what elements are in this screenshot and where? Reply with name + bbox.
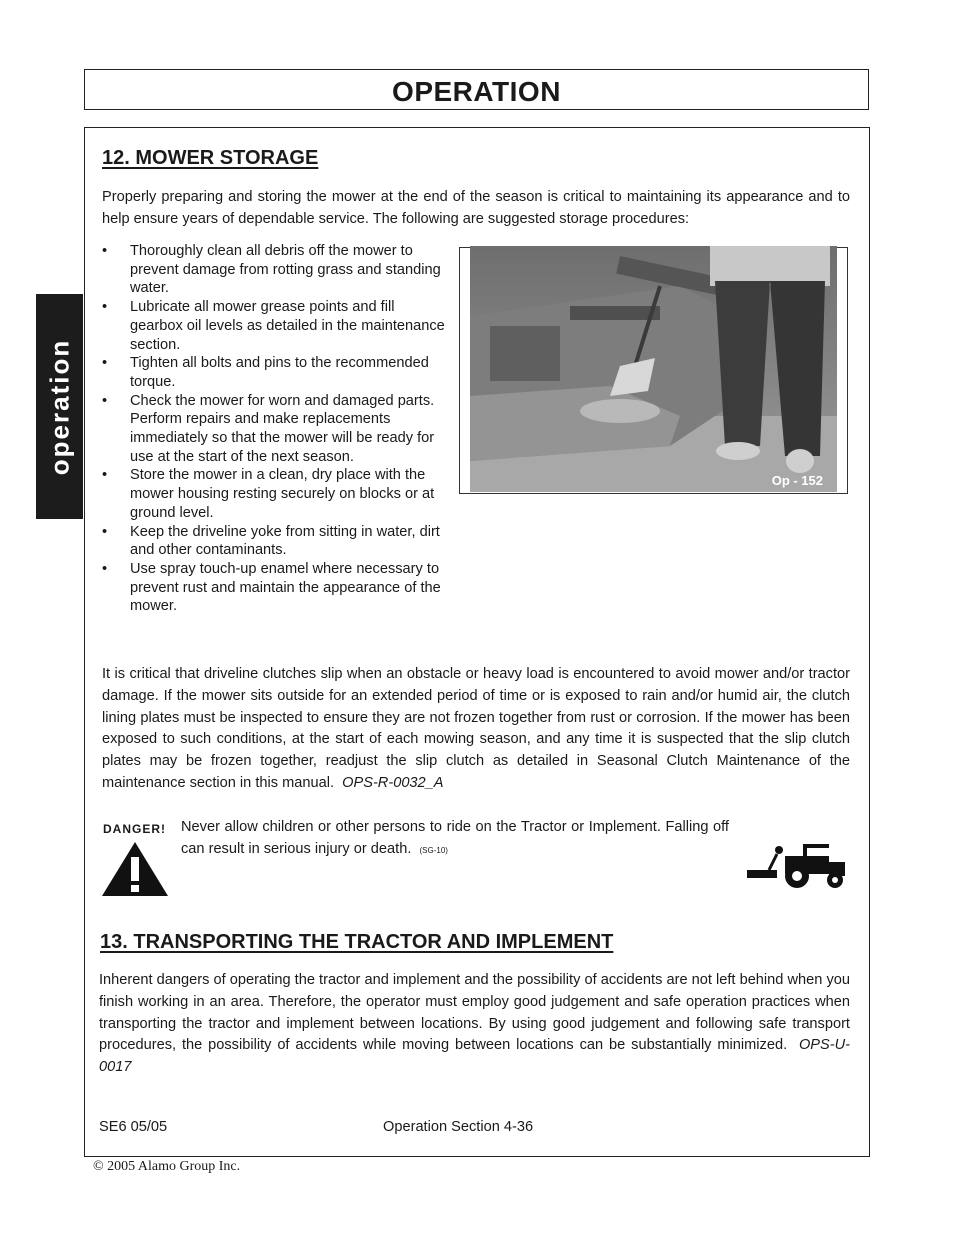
side-tab [36, 294, 83, 519]
list-item: • Check the mower for worn and damaged parts. Perform repairs and make replacements immediately so that the mower will be ready for use at the start of the next season. [102, 392, 435, 465]
mower-cleaning-photo [470, 246, 837, 492]
storage-procedures-list [102, 242, 448, 616]
danger-code: (SG-10) [419, 846, 448, 855]
footer-page-number: Operation Section 4-36 [383, 1119, 534, 1135]
list-item: • Lubricate all mower grease points and fill gearbox oil levels as detailed in the maintenance section. [102, 299, 445, 353]
section-12-intro: Properly preparing and storing the mower at the end of the season is critical to maintaining its appearance and to help ensure years of dependable service. The following are suggested storage procedures: [102, 189, 850, 227]
photo-label: Op - 152 [771, 473, 823, 488]
footer-model-date: SE6 05/05 [99, 1119, 168, 1135]
mower-cleaning-photo-frame [459, 247, 848, 494]
danger-label: DANGER! [103, 822, 166, 836]
page-header-box [84, 69, 869, 110]
list-item: • Store the mower in a clean, dry place with the mower housing resting securely on blocks or at ground level. [102, 467, 435, 521]
danger-triangle-icon [100, 840, 170, 898]
bullet-icon: • [102, 523, 108, 540]
danger-message: Never allow children or other persons to ride on the Tractor or Implement. Falling off can result in serious injury or death. (SG-10) [181, 819, 729, 857]
bullet-icon: • [102, 243, 108, 259]
bullet-icon: • [102, 355, 108, 372]
side-tab-label: operation [44, 338, 74, 475]
bullet-icon: • [102, 392, 108, 409]
list-item: • Use spray touch-up enamel where necessary to prevent rust and maintain the appearance of the mower. [102, 560, 441, 615]
clutch-paragraph: It is critical that driveline clutches slip when an obstacle or heavy load is encountered to avoid mower and/or tractor damage. If the mower sits outside for an extended period of time or is exposed to rain and/or humid air, the clutch lining plates must be inspected to ensure they are not frozen together from rust or corrosion. If the mower has been exposed to such conditions, at the start of each mowing season, and any time it is suspected that the slip clutch plates may be frozen together, readjust the slip clutch as detailed in Seasonal Clutch Maintenance of the maintenance section in this manual. OPS-R-0032_A [102, 666, 850, 791]
section-13-paragraph: Inherent dangers of operating the tractor and implement and the possibility of accidents are not left behind when you finish working in an area. Therefore, the operator must employ good judgement and safe operation practices when transporting the tractor and implement between locations. By using good judgement and following safe transport procedures, the possibility of accidents while moving between locations can be substantially minimized. OPS-U- 0017 [99, 972, 851, 1076]
list-item: • Tighten all bolts and pins to the recommended torque. [102, 355, 429, 390]
tractor-rider-warning-icon [747, 842, 847, 890]
clutch-reference-code: OPS-R-0032_A [342, 774, 444, 791]
transport-reference-code: OPS-U- 0017 [99, 1037, 851, 1076]
photo-illustration [470, 246, 837, 492]
bullet-icon: • [102, 299, 108, 316]
page-header-title: OPERATION [392, 76, 561, 107]
bullet-icon: • [102, 560, 108, 577]
section-13-heading: 13. TRANSPORTING THE TRACTOR AND IMPLEMENT [100, 931, 614, 953]
bullet-icon: • [102, 467, 108, 484]
copyright-notice: © 2005 Alamo Group Inc. [93, 1159, 241, 1174]
list-item: • Keep the driveline yoke from sitting in water, dirt and other contaminants. [102, 523, 440, 559]
section-12-heading: 12. MOWER STORAGE [102, 147, 319, 169]
list-item: • Thoroughly clean all debris off the mower to prevent damage from rotting grass and standing water. [102, 243, 441, 297]
